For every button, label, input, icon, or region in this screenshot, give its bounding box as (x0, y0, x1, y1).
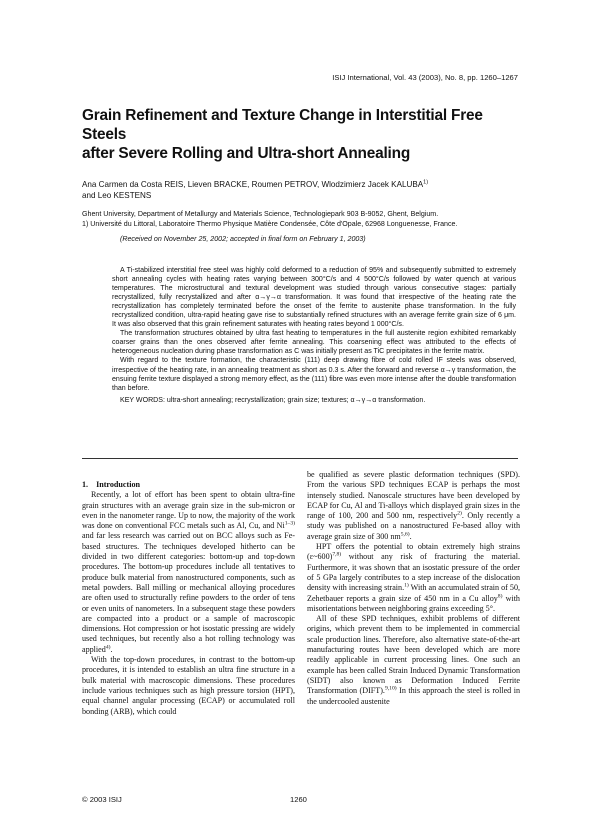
intro-paragraph-1 (82, 490, 295, 655)
section-heading (82, 480, 295, 490)
intro-paragraph-2: With the top-down procedures, in contrast to the bottom-up procedures, it is intended to establish an ultra fine structure in a bulk material with macroscopic dimensions. These procedures include various techniques such as high pressure torsion (HPT), equal channel angular processing (ECAP) or accumulated roll bonding (ARB), which could (82, 655, 295, 716)
paper-title (82, 106, 522, 163)
affiliation-ghent: Ghent University, Department of Metallurgy and Materials Science, Technologiepark 903 B-9052, Ghent, Belgium. (82, 210, 439, 218)
right-p2-text-b: without any risk of fracturing the material. Furthermore, it was shown that an isostatic pressure of the order of 5 GPa largely contributes to a step increase of the dislocation density with increasing strain. (307, 552, 520, 593)
keywords: KEY WORDS: ultra-short annealing; recrystallization; grain size; textures; α→γ→α transformation. (120, 396, 426, 404)
right-p3-text-b: In this approach the steel is rolled in the undercooled austenite (307, 686, 521, 706)
right-p1-text-c: . (409, 531, 412, 541)
right-paragraph-2 (307, 542, 520, 614)
intro-p1-text-b: and far less research was carried out on BCC alloys such as Fe-based structures. The techniques developed hitherto can be divided in two different categories: bottom-up and top-down procedures. The bottom-up procedures include all tentatives to produce bulk material from nanostructured components, such as metal powders. Ball milling or mechanical alloying procedures are often used to structurally refine powders to the order of tens or even units of nanometers. In a subsequent stage these powders are compacted into a product or a sample of macroscopic dimensions. Hot compression or hot isostatic pressing are widely used techniques, but recently also a hot rolling technology was applied (82, 531, 295, 654)
abstract-paragraph-3: With regard to the texture formation, the characteristic (111) deep drawing fibre of cold rolled IF steels was observed, irrespective of the heating rate, in an annealing treatment as short as 0.3 s. After the forward and reverse α→γ transformation, the ensuing ferrite texture displayed a strong memory effect, as the (111) fibre was even more intense after the double transformation than before. (112, 357, 517, 392)
right-p2-text-c: With an accumulated strain of 50, Zehetbauer reports a grain size of 450 nm in a Cu alloy (307, 583, 521, 603)
abstract-paragraph-1: A Ti-stabilized interstitial free steel was highly cold deformed to a reduction of 95% and subsequently submitted to extremely short annealing cycles with heating rates varying between 300°C/s and 4 500°C/s followed by water quench at various temperatures. The microstructural and textural development was studied through various consecutive stages: partially recrystallized, fully recrystallized and after α→γ→α transformation. It was found that irrespective of the heating rate the recrystallization has completely terminated before the onset of the ferrite to austenite phase transformation. In the fully recrystallized condition, ultra-rapid heating gave rise to substantially refined structures with an average ferrite grain size of 6 μm. It was also observed that this grain refinement saturates with heating rates beyond 1 000°C/s. (112, 267, 516, 329)
author-line1: Ana Carmen da Costa REIS, Lieven BRACKE, Roumen PETROV, Wlodzimierz Jacek KALUBA (82, 180, 424, 189)
right-paragraph-3 (307, 614, 520, 707)
citation-ref: 4) (105, 644, 111, 651)
section-title: Introduction (96, 480, 141, 489)
affiliation-littoral: 1) Université du Littoral, Laboratoire Thermo Physique Matière Condensée, Côte d'Opale, 62968 Longuenesse, France. (82, 219, 458, 228)
left-column (82, 480, 295, 717)
author-list (82, 179, 522, 201)
intro-p1-text-a: Recently, a lot of effort has been spent to obtain ultra-fine grain structures with an average grain size in the sub-micron or even in the nanometer range. Up to now, the majority of the work was done on conventional FCC metals such as Al, Cu, and Ni (82, 490, 295, 531)
right-p1-text-a: be qualified as severe plastic deformation techniques (SPD). From the various SPD techniques ECAP is perhaps the most intensely studied. Nanoscale structures have been developed by ECAP for Cu, Al and Ti-alloys which displayed grain sizes in the range of 100, 200 and 500 nm, respectively (307, 470, 520, 521)
citation-ref: 1–3) (284, 520, 295, 527)
paper-title-line2: after Severe Rolling and Ultra-short Annealing (82, 145, 411, 162)
abstract-paragraph-2: The transformation structures obtained by ultra fast heating to temperatures in the full austenite region exhibited remarkably coarser grains than the ones observed after ferrite annealing. This coarsening effect was attributed to the effects of heterogeneous nucleation during phase transformation as C was initially present as TiC precipitates in the ferrite matrix. (112, 330, 516, 356)
abstract (112, 266, 516, 405)
page-number: 1260 (290, 795, 307, 804)
affiliations (82, 210, 522, 229)
paper-title-line1: Grain Refinement and Texture Change in Interstitial Free Steels (82, 107, 483, 143)
citation-ref: 9,10) (384, 685, 397, 692)
citation-ref: 1) (404, 582, 409, 589)
received-dates: (Received on November 25, 2002; accepted in final form on February 1, 2003) (120, 235, 366, 243)
copyright-notice: © 2003 ISIJ (82, 795, 122, 804)
citation-ref: 7,8) (332, 551, 342, 558)
author-affiliation-mark: 1) (423, 179, 429, 186)
right-paragraph-1 (307, 470, 520, 542)
citation-ref: 8) (497, 592, 503, 599)
right-p3-text-a: All of these SPD techniques, exhibit problems of different origins, which prevent them to be implemented in commercial scale production lines. Therefore, also alternative state-of-the-art manufacturing routes have been developed which are more readily applicable in current processing lines. One such an example has been called Strain Induced Dynamic Transformation (SIDT) also known as Deformation Induced Ferrite Transformation (DIFT). (307, 614, 520, 696)
right-p1-text-b: . Only recently a study was published on a nanostructured Fe-based alloy with average grain size of 300 nm (307, 511, 520, 541)
citation-ref: 5,6) (400, 531, 410, 538)
section-number: 1. (82, 480, 89, 489)
section-divider (82, 458, 518, 459)
author-line2: and Leo KESTENS (82, 191, 152, 200)
right-column (307, 470, 520, 707)
intro-p1-text-c: . (110, 644, 113, 654)
citation-ref: 2) (457, 510, 462, 517)
journal-citation: ISIJ International, Vol. 43 (2003), No. 8, pp. 1260–1267 (332, 73, 518, 82)
right-p2-text-a: HPT offers the potential to obtain extremely high strains (ε~600) (307, 542, 520, 562)
right-p2-text-d: with misorientations between neighboring grains exceeding 5°. (307, 593, 520, 613)
